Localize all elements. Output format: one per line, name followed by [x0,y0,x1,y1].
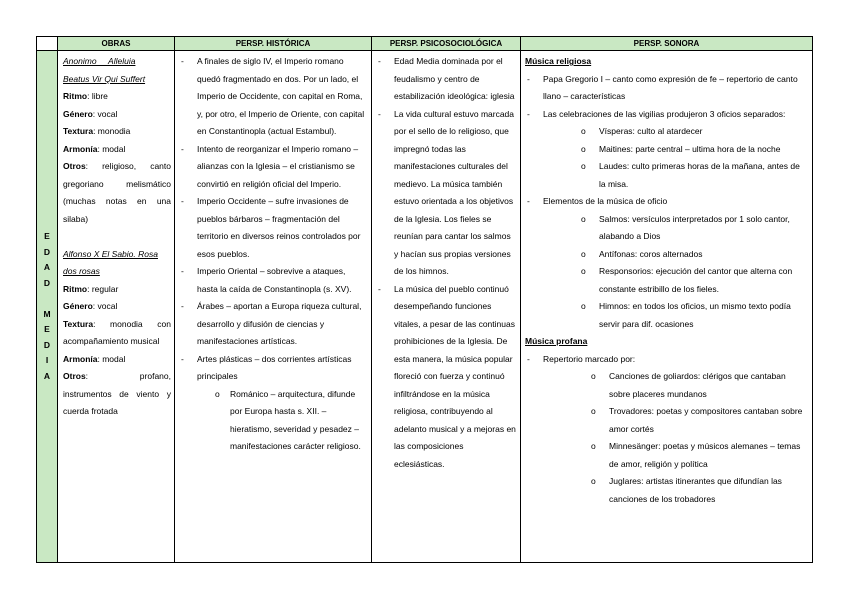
era-letter: I [45,355,49,365]
artes-subitem: o Románico – arquitectura, difunde por Europa hasta s. XII. – hieratismo, severidad y pesadez – manifestaciones carácter religioso. [197,386,367,456]
psicosociologica-cell [372,51,521,563]
religiosa-item: - Las celebraciones de las vigilias produjeron 3 oficios separados: o Vísperas: culto al atardecer o Maitines: parte central – ultima hora de la noche o Laudes: culto primeras horas de la mañana, antes de la misa. [525,106,808,194]
psico-item: - La vida cultural estuvo marcada por el sello de lo religioso, que impregnó todas las manifestaciones culturales del medievo. La música también estuvo orientada a los objetivos de la Iglesia. Los fieles se reunían para cantar los salmos y hacían sus propias versiones de los himnos. [372,106,516,281]
psico-item: - La música del pueblo continuó desempeñando funciones vitales, a pesar de las continuas prohibiciones de la Iglesia. De esta manera, la música popular floreció con fuerza y continuó infiltrándose en la música religiosa, contribuyendo al adelanto musical y a mejoras en las composiciones eclesiásticas. [372,281,516,474]
work2-armonia: Armonía: modal [63,353,126,364]
era-letter: D [43,277,51,288]
work2-textura: Textura: monodia con acompañamiento musical [63,318,171,346]
vigilia-item: o Vísperas: culto al atardecer [543,123,808,141]
work2-title-line1: Alfonso X El Sabio. Rosa [63,248,158,259]
era-letter: D [43,339,51,350]
artes-sublist [197,386,367,456]
historica-item-artes: - Artes plásticas – dos corrientes artísticas principales o Románico – arquitectura, difunde por Europa hasta s. XII. – hieratismo, severidad y pesadez – manifestaciones carácter religioso. [175,351,367,456]
header-blank [37,37,58,51]
profana-list [525,351,808,509]
sonora-cell [521,51,813,563]
work2-title-line2: dos rosas [63,266,100,276]
psico-item: - Edad Media dominada por el feudalismo y centro de estabilización ideológica: iglesia [372,53,516,106]
header-obras: OBRAS [58,37,175,51]
religiosa-list [525,71,808,334]
work1-title-line2: Beatus Vir Qui Suffert [63,73,146,84]
oficio-item: o Himnos: en todos los oficios, un mismo texto podía servir para dif. ocasiones [543,298,808,333]
header-sonora: PERSP. SONORA [521,37,813,51]
header-psicosociologica: PERSP. PSICOSOCIOLÓGICA [372,37,521,51]
work1-title-line1: Anonimo Alleluia [63,56,136,66]
oficio-list [543,211,808,334]
spacer [63,228,171,246]
historica-item: - Árabes – aportan a Europa riqueza cultural, desarrollo y difusión de ciencias y manifestaciones artísticas. [175,298,367,351]
work2-ritmo: Ritmo: regular [63,283,119,294]
work2-genero: Género: vocal [63,301,118,311]
religiosa-item: - Papa Gregorio I – canto como expresión de fe – repertorio de canto llano – características [525,71,808,106]
profana-sublist [543,368,808,508]
music-history-table [36,36,813,563]
historica-item: - Intento de reorganizar el Imperio romano – alianzas con la Iglesia – el cristianismo se convirtió en religión oficial del Imperio. [175,141,367,194]
historica-item: - A finales de siglo IV, el Imperio romano quedó fragmentado en dos. Por un lado, el Imperio de Occidente, con capital en Roma, y, por otro, el Imperio de Oriente, con capital en Constantinopla (actual Estambul). [175,53,367,141]
era-letter: E [44,231,50,241]
work1-armonia: Armonía: modal [63,143,126,154]
vigilias-list [543,123,808,193]
vigilia-item: o Laudes: culto primeras horas de la mañana, antes de la misa. [543,158,808,193]
header-historica: PERSP. HISTÓRICA [175,37,372,51]
work1-textura: Textura: monodia [63,126,131,136]
header-row [37,37,813,51]
work1-ritmo: Ritmo: libre [63,91,108,101]
obras-cell [58,51,175,563]
historica-item: - Imperio Oriental – sobrevive a ataques, hasta la caída de Constantinopla (s. XV). [175,263,367,298]
content-row [37,51,813,563]
oficio-item: o Antífonas: coros alternados [543,246,808,264]
profana-subitem: o Minnesänger: poetas y músicos alemanes – temas de amor, religión y política [543,438,808,473]
profana-subitem: o Trovadores: poetas y compositores cantaban sobre amor cortés [543,403,808,438]
historica-item: - Imperio Occidente – sufre invasiones de pueblos bárbaros – fragmentación del territorio en diversos reinos controlados por esos pueblos. [175,193,367,263]
work1-otros: Otros: religioso, canto gregoriano melismático (muchas notas en una silaba) [63,161,171,224]
era-letter: D [43,246,51,257]
era-label-edad-media [37,51,58,563]
profana-subitem: o Juglares: artistas itinerantes que difundían las canciones de los trobadores [543,473,808,508]
era-letter-spacer [37,291,57,307]
profana-subitem: o Canciones de goliardos: clérigos que cantaban sobre placeres mundanos [543,368,808,403]
psico-list [372,53,516,473]
religiosa-item: - Elementos de la música de oficio o Salmos: versículos interpretados por 1 solo cantor, alabando a Dios o Antífonas: coros alternados o Responsorios: ejecución del cantor que alterna con constante estribillo de los fieles. o Himnos: en todos los oficios, un mismo texto podía servir para dif. ocasiones [525,193,808,333]
work2-otros: Otros: profano, instrumentos de viento y cuerda frotada [63,371,171,416]
oficio-item: o Responsorios: ejecución del cantor que alterna con constante estribillo de los fieles. [543,263,808,298]
era-letter: E [44,324,50,334]
historica-cell [175,51,372,563]
vigilia-item: o Maitines: parte central – ultima hora de la noche [543,141,808,159]
section-musica-profana: Música profana [525,336,588,346]
era-letter: A [43,370,51,381]
work1-genero: Género: vocal [63,108,118,119]
section-musica-religiosa: Música religiosa [525,56,592,66]
profana-item: - Repertorio marcado por: o Canciones de goliardos: clérigos que cantaban sobre placeres mundanos o Trovadores: poetas y compositores cantaban sobre amor cortés o Minnesänger: poetas y músicos alemanes – temas de amor, religión y política o Juglares: artistas itinerantes que difundían las canciones de los trobadores [525,351,808,509]
era-letter: M [43,308,51,319]
document-page [36,36,812,563]
oficio-item: o Salmos: versículos interpretados por 1 solo cantor, alabando a Dios [543,211,808,246]
era-letter: A [43,262,51,272]
historica-list [175,53,367,456]
